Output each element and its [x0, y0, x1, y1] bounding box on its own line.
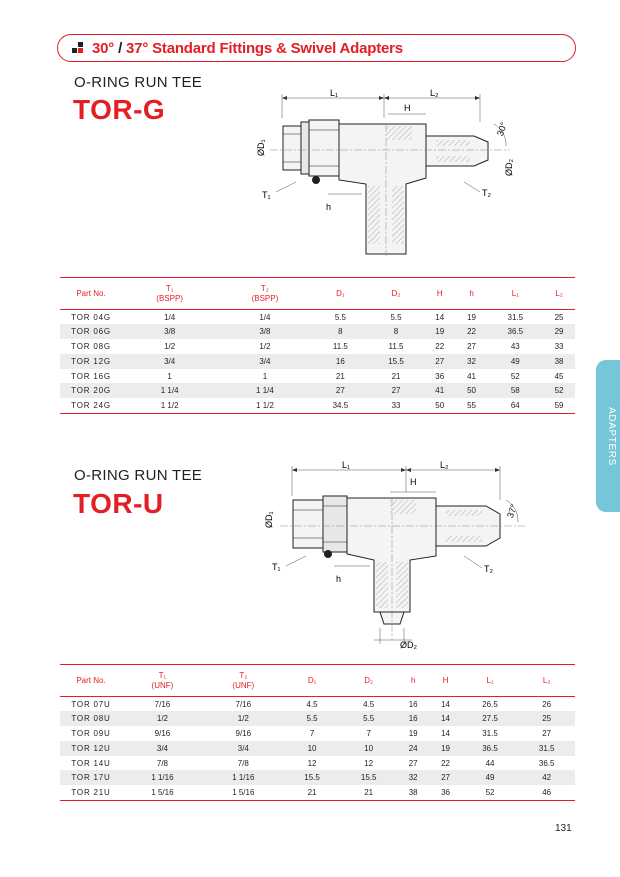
table-cell: 38 — [397, 785, 429, 800]
table-cell: 50 — [456, 383, 488, 398]
dim-l2-label: L₂ — [430, 88, 439, 98]
dim-h-lower-label: h — [336, 574, 342, 584]
table-cell: 1 1/4 — [217, 383, 312, 398]
table-cell: 36 — [435, 371, 445, 381]
table-cell: 3/4 — [122, 741, 203, 756]
part-number-cell: TOR 08U — [60, 711, 122, 726]
part-number-cell: TOR 07U — [71, 699, 111, 709]
angle-label: 30° — [494, 120, 510, 138]
dim-h-label: H — [410, 477, 417, 487]
table-cell: 7/16 — [235, 699, 252, 709]
table-cell: 27 — [424, 354, 456, 369]
part-number-cell: TOR 06G — [60, 324, 122, 339]
table-row — [60, 383, 575, 398]
col-header: T₂ (BSPP) — [217, 278, 312, 310]
table-cell: 8 — [368, 324, 424, 339]
table-cell: 3/8 — [122, 324, 217, 339]
dim-d1-label: ØD₁ — [256, 139, 266, 156]
dim-d1-label: ØD₁ — [264, 511, 274, 528]
table-cell: 11.5 — [388, 341, 404, 351]
table-cell: 31.5 — [507, 312, 524, 322]
table-cell: 27 — [368, 383, 424, 398]
table-cell: 26.5 — [482, 699, 498, 709]
section-code: TOR-G — [73, 94, 166, 125]
table-cell: 27 — [313, 383, 369, 398]
col-header: h — [397, 665, 429, 697]
col-header: H — [429, 665, 461, 697]
table-cell: 1 1/16 — [203, 770, 284, 785]
table-cell: 3/8 — [217, 324, 312, 339]
table-cell: 14 — [429, 711, 461, 726]
table-cell: 50 — [424, 398, 456, 413]
table-cell: 1 1/2 — [217, 398, 312, 413]
table-cell: 5.5 — [390, 312, 402, 322]
table-cell: 7/16 — [154, 699, 171, 709]
thread-t1-label: T₁ — [272, 562, 281, 572]
table-row — [60, 354, 575, 369]
table-cell: 14 — [441, 728, 450, 738]
table-cell: 44 — [485, 758, 495, 768]
col-header: D₁ — [313, 278, 369, 310]
table-cell: 7 — [309, 728, 315, 738]
section-subtitle: O-RING RUN TEE — [74, 467, 203, 484]
table-cell: 25 — [554, 312, 564, 322]
table-cell: 41 — [467, 371, 477, 381]
side-tab-label: ADAPTERS — [605, 406, 617, 466]
col-header: D₂ — [340, 665, 397, 697]
table-cell: 33 — [368, 398, 424, 413]
table-cell: 1 5/16 — [122, 785, 203, 800]
table-cell: 52 — [510, 371, 520, 381]
table-cell: 12 — [364, 758, 374, 768]
table-cell: 1/2 — [259, 341, 271, 351]
table-cell: 27 — [467, 341, 477, 351]
table-cell: 32 — [456, 354, 488, 369]
dim-h-label: H — [404, 103, 411, 113]
tor-g-drawing — [250, 84, 530, 256]
table-cell: 1/2 — [122, 711, 203, 726]
table-cell: 16 — [313, 354, 369, 369]
col-header: L₁ — [462, 665, 519, 697]
table-cell: 1 — [167, 371, 172, 381]
part-number-cell: TOR 04G — [71, 312, 111, 322]
section-subtitle: O-RING RUN TEE — [74, 74, 203, 91]
page-number: 131 — [555, 823, 572, 834]
table-cell: 22 — [441, 758, 450, 768]
thread-t2-label: T₂ — [484, 564, 493, 574]
table-cell: 1/4 — [259, 312, 271, 322]
part-number-cell: TOR 17U — [60, 770, 122, 785]
table-cell: 19 — [424, 324, 456, 339]
col-header: T₂ (UNF) — [203, 665, 284, 697]
table-cell: 9/16 — [235, 728, 252, 738]
col-header: L₂ — [543, 278, 575, 310]
table-cell: 27 — [408, 758, 418, 768]
table-cell: 7/8 — [237, 758, 249, 768]
dim-l2-label: L₂ — [440, 460, 449, 470]
table-cell: 16 — [397, 711, 429, 726]
table-cell: 46 — [518, 785, 575, 800]
table-cell: 1 1/2 — [122, 398, 217, 413]
table-cell: 5.5 — [334, 312, 346, 322]
table-cell: 27.5 — [462, 711, 519, 726]
table-cell: 36.5 — [487, 324, 543, 339]
table-cell: 32 — [397, 770, 429, 785]
part-number-cell: TOR 14U — [71, 758, 111, 768]
table-cell: 15.5 — [368, 354, 424, 369]
header-banner — [57, 34, 576, 62]
table-cell: 9/16 — [154, 728, 171, 738]
table-cell: 1 — [262, 371, 268, 381]
table-cell: 49 — [487, 354, 543, 369]
table-cell: 22 — [435, 341, 445, 351]
col-header: H — [424, 278, 456, 310]
table-cell: 49 — [462, 770, 519, 785]
part-number-cell: TOR 12U — [60, 741, 122, 756]
table-cell: 38 — [543, 354, 575, 369]
dim-d2-label: ØD₂ — [504, 159, 514, 176]
col-header: D₁ — [284, 665, 341, 697]
table-cell: 3/4 — [122, 354, 217, 369]
table-cell: 24 — [397, 741, 429, 756]
part-number-cell: TOR 21U — [60, 785, 122, 800]
table-row — [60, 339, 575, 354]
spec-table-tor-u — [60, 664, 575, 801]
table-cell: 36.5 — [462, 741, 519, 756]
table-cell: 7 — [366, 728, 371, 738]
table-cell: 1/2 — [164, 341, 176, 351]
table-cell: 1/2 — [203, 711, 284, 726]
table-cell: 45 — [554, 371, 564, 381]
part-number-cell: TOR 12G — [60, 354, 122, 369]
table-cell: 1 1/16 — [122, 770, 203, 785]
dim-h-lower-label: h — [326, 202, 332, 212]
table-cell: 19 — [467, 312, 477, 322]
col-header: T₁ (BSPP) — [122, 278, 217, 310]
table-header-row — [60, 278, 575, 310]
thread-t2-label: T₂ — [482, 188, 491, 198]
col-header: L₂ — [518, 665, 575, 697]
table-cell: 15.5 — [340, 770, 397, 785]
table-cell: 14 — [435, 312, 445, 322]
thread-t1-label: T₁ — [262, 190, 271, 200]
table-cell: 21 — [340, 785, 397, 800]
table-cell: 31.5 — [518, 741, 575, 756]
table-row — [60, 324, 575, 339]
table-cell: 36 — [429, 785, 461, 800]
table-cell: 10 — [340, 741, 397, 756]
table-cell: 4.5 — [306, 699, 318, 709]
col-header: Part No. — [60, 278, 122, 310]
table-cell: 33 — [554, 341, 564, 351]
table-cell: 25 — [518, 711, 575, 726]
table-cell: 34.5 — [313, 398, 369, 413]
col-header: h — [456, 278, 488, 310]
table-cell: 1 5/16 — [203, 785, 284, 800]
dim-l1-label: L₁ — [342, 460, 351, 470]
table-cell: 29 — [543, 324, 575, 339]
table-cell: 8 — [313, 324, 369, 339]
adapters-side-tab[interactable] — [596, 360, 620, 512]
col-header: D₂ — [368, 278, 424, 310]
table-cell: 42 — [518, 770, 575, 785]
table-cell: 43 — [510, 341, 520, 351]
table-cell: 7/8 — [156, 758, 168, 768]
table-row — [60, 770, 575, 785]
table-cell: 16 — [408, 699, 418, 709]
table-cell: 64 — [487, 398, 543, 413]
page-header-title: 30° / 37° Standard Fittings & Swivel Adapters — [92, 39, 403, 57]
table-cell: 36.5 — [538, 758, 555, 768]
part-number-cell: TOR 20G — [60, 383, 122, 398]
table-cell: 3/4 — [203, 741, 284, 756]
table-row — [60, 785, 575, 800]
dim-l1-label: L₁ — [330, 88, 339, 98]
section-code: TOR-U — [73, 488, 164, 519]
table-cell: 58 — [487, 383, 543, 398]
spec-table-tor-g — [60, 277, 575, 414]
table-cell: 4.5 — [363, 699, 375, 709]
table-cell: 59 — [543, 398, 575, 413]
tor-u-drawing — [250, 460, 540, 650]
table-cell: 3/4 — [217, 354, 312, 369]
table-cell: 27 — [429, 770, 461, 785]
table-cell: 11.5 — [332, 341, 348, 351]
table-cell: 1 1/4 — [122, 383, 217, 398]
part-number-cell: TOR 24G — [60, 398, 122, 413]
table-cell: 1/4 — [164, 312, 176, 322]
table-cell: 5.5 — [284, 711, 341, 726]
table-row — [60, 398, 575, 413]
table-cell: 52 — [462, 785, 519, 800]
squares-logo-icon — [72, 42, 84, 54]
table-cell: 21 — [284, 785, 341, 800]
table-cell: 15.5 — [284, 770, 341, 785]
table-cell: 22 — [456, 324, 488, 339]
table-row — [60, 711, 575, 726]
table-row — [60, 726, 575, 741]
part-number-cell: TOR 08G — [71, 341, 111, 351]
table-cell: 21 — [391, 371, 401, 381]
table-row — [60, 310, 575, 325]
table-cell: 31.5 — [482, 728, 498, 738]
table-cell: 19 — [429, 741, 461, 756]
col-header: L₁ — [487, 278, 543, 310]
table-cell: 5.5 — [340, 711, 397, 726]
table-cell: 12 — [307, 758, 317, 768]
table-cell: 52 — [543, 383, 575, 398]
table-cell: 55 — [456, 398, 488, 413]
angle-label: 37° — [504, 502, 520, 520]
table-row — [60, 741, 575, 756]
dim-d2-label: ØD₂ — [400, 640, 417, 650]
part-number-cell: TOR 09U — [71, 728, 111, 738]
table-row — [60, 697, 575, 712]
table-row — [60, 369, 575, 384]
table-cell: 19 — [408, 728, 418, 738]
part-number-cell: TOR 16G — [71, 371, 111, 381]
table-cell: 27 — [542, 728, 552, 738]
table-cell: 10 — [284, 741, 341, 756]
table-header-row — [60, 665, 575, 697]
table-row — [60, 756, 575, 771]
table-cell: 21 — [335, 371, 345, 381]
table-cell: 41 — [424, 383, 456, 398]
table-cell: 14 — [441, 699, 450, 709]
table-cell: 26 — [542, 699, 552, 709]
col-header: T₁ (UNF) — [122, 665, 203, 697]
col-header: Part No. — [60, 665, 122, 697]
